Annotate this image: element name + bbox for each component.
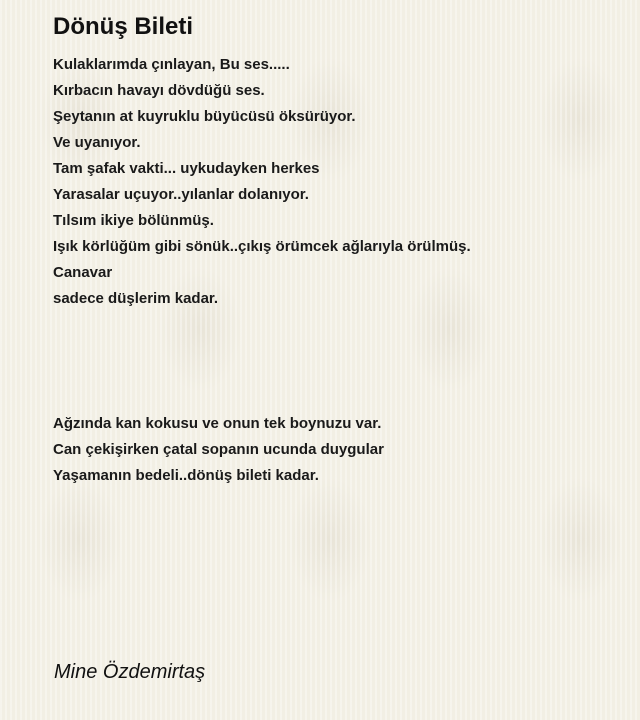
stanza-2 xyxy=(53,411,384,489)
poem-line: Kulaklarımda çınlayan, Bu ses..... xyxy=(53,56,290,73)
poem-line: Tam şafak vakti... uykudayken herkes xyxy=(53,160,320,177)
poem-line: Tılsım ikiye bölünmüş. xyxy=(53,212,214,229)
poem-line: Kırbacın havayı dövdüğü ses. xyxy=(53,82,265,99)
poem-line: Canavar xyxy=(53,264,113,281)
poem-line: Şeytanın at kuyruklu büyücüsü öksürüyor. xyxy=(53,108,356,125)
poem-line: Ve uyanıyor. xyxy=(53,134,141,151)
poem-line: Yaşamanın bedeli..dönüş bileti kadar. xyxy=(53,467,319,484)
poem-line: Yarasalar uçuyor..yılanlar dolanıyor. xyxy=(53,186,309,203)
poem-title: Dönüş Bileti xyxy=(53,13,194,40)
poem-line: Can çekişirken çatal sopanın ucunda duygular xyxy=(53,441,384,458)
poem-line: Ağzında kan kokusu ve onun tek boynuzu var. xyxy=(53,415,382,432)
poem-line: Işık körlüğüm gibi sönük..çıkış örümcek ağlarıyla örülmüş. xyxy=(53,238,471,255)
poem-line: sadece düşlerim kadar. xyxy=(53,290,219,307)
stanza-1 xyxy=(53,52,471,312)
poem-author: Mine Özdemirtaş xyxy=(54,661,206,683)
